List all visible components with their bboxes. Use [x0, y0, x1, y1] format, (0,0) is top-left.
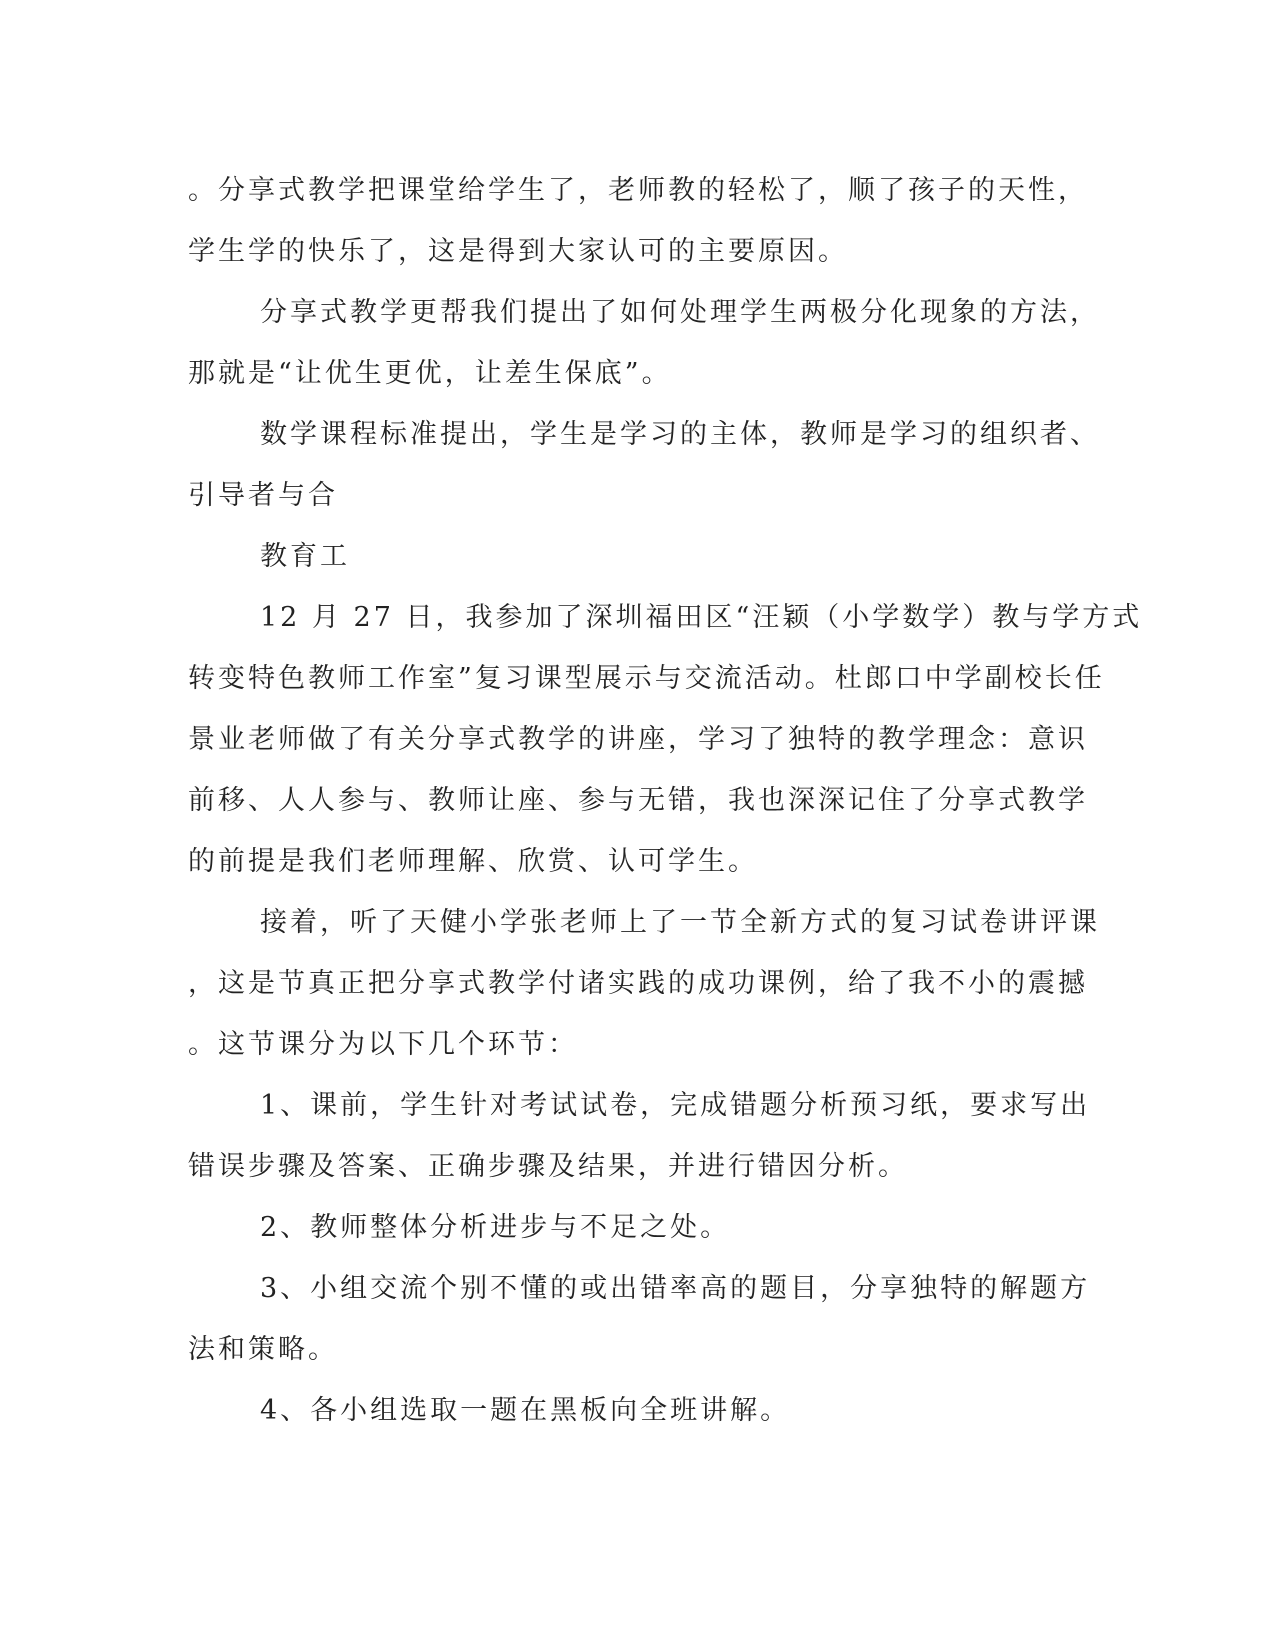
text-line-2: 学生学的快乐了，这是得到大家认可的主要原因。 — [188, 236, 848, 267]
text-line-3: 分享式教学更帮我们提出了如何处理学生两极分化现象的方法， — [260, 297, 1100, 328]
text-line-6: 引导者与合 — [188, 480, 338, 511]
text-line-13: 接着，听了天健小学张老师上了一节全新方式的复习试卷讲评课 — [260, 907, 1100, 938]
text-line-19: 3、小组交流个别不懂的或出错率高的题目，分享独特的解题方 — [260, 1273, 1091, 1304]
text-line-18: 2、教师整体分析进步与不足之处。 — [260, 1212, 731, 1243]
text-line-5: 数学课程标准提出，学生是学习的主体，教师是学习的组织者、 — [260, 419, 1100, 450]
text-line-4: 那就是“让优生更优，让差生保底”。 — [188, 358, 672, 389]
document-body — [188, 160, 1143, 1441]
text-line-20: 法和策略。 — [188, 1334, 338, 1365]
text-line-15: 。这节课分为以下几个环节： — [188, 1029, 578, 1060]
text-line-8: 12 月 27 日，我参加了深圳福田区“汪颖（小学数学）教与学方式 — [260, 602, 1143, 633]
text-line-16: 1、课前，学生针对考试试卷，完成错题分析预习纸，要求写出 — [260, 1090, 1091, 1121]
text-line-14: ，这是节真正把分享式教学付诸实践的成功课例，给了我不小的震撼 — [188, 968, 1088, 999]
text-line-1: 。分享式教学把课堂给学生了，老师教的轻松了，顺了孩子的天性， — [188, 175, 1088, 206]
text-line-11: 前移、人人参与、教师让座、参与无错，我也深深记住了分享式教学 — [188, 785, 1088, 816]
text-line-10: 景业老师做了有关分享式教学的讲座，学习了独特的教学理念：意识 — [188, 724, 1088, 755]
text-line-7: 教育工 — [260, 541, 350, 572]
text-line-21: 4、各小组选取一题在黑板向全班讲解。 — [260, 1395, 791, 1426]
text-line-17: 错误步骤及答案、正确步骤及结果，并进行错因分析。 — [188, 1151, 908, 1182]
text-line-12: 的前提是我们老师理解、欣赏、认可学生。 — [188, 846, 758, 877]
text-line-9: 转变特色教师工作室”复习课型展示与交流活动。杜郎口中学副校长任 — [188, 663, 1105, 694]
